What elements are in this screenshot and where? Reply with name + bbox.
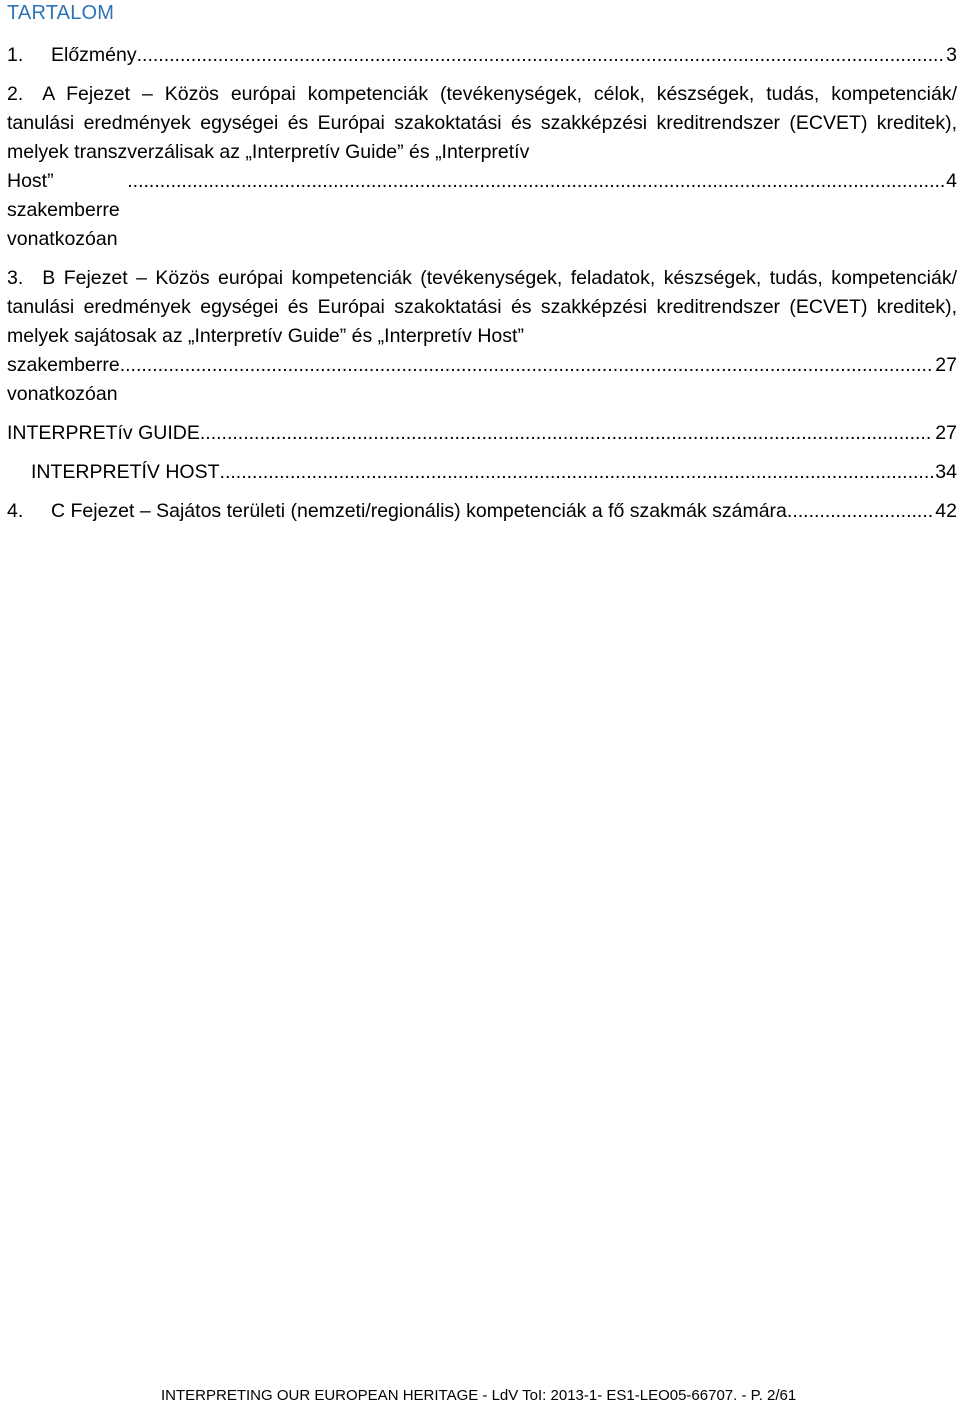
dot-leader [787, 497, 933, 526]
page-footer: INTERPRETING OUR EUROPEAN HERITAGE - LdV ToI: 2013-1- ES1-LEO05-66707. - P. 2/61 [161, 1387, 797, 1404]
toc-entry-page: 3 [946, 44, 957, 66]
toc-entry-number: 2. [7, 83, 24, 105]
toc-entry-page: 42 [935, 500, 957, 522]
toc-entry-title: C Fejezet – Sajátos területi (nemzeti/regionális) kompetenciák a fő szakmák számára [51, 500, 787, 522]
toc-entry-4[interactable] [7, 497, 957, 526]
toc-entry-last-line [7, 351, 957, 409]
toc-entry-interpretive-guide[interactable] [7, 419, 957, 448]
dot-leader [200, 419, 933, 448]
toc-entry-title: B Fejezet – Közös európai kompetenciák (tevékenységek, feladatok, készségek, tudás, kompetenciák/ tanulási eredmények egységei és Európai szakoktatási és szakképzési kreditrendszer (ECVET) kreditek), melyek sajátosak az „Interpretív Guide” és „Interpretív Host” [7, 267, 957, 347]
toc-entry-number: 4. [7, 500, 24, 522]
toc-entry-2[interactable] [7, 80, 957, 254]
toc-entry-title: INTERPRETív GUIDE [7, 422, 200, 444]
toc-entry-3[interactable] [7, 264, 957, 409]
table-of-contents [7, 41, 957, 526]
toc-entry-page: 34 [935, 461, 957, 483]
dot-leader [137, 41, 945, 70]
toc-entry-number: 3. [7, 267, 24, 289]
toc-entry-number: 1. [7, 44, 24, 66]
toc-entry-title-end: Host” szakemberre vonatkozóan [7, 170, 120, 250]
toc-entry-last-line [7, 167, 957, 254]
dot-leader [220, 458, 934, 487]
toc-entry-page: 4 [946, 170, 957, 192]
dot-leader [120, 351, 934, 380]
toc-entry-title: A Fejezet – Közös európai kompetenciák (tevékenységek, célok, készségek, tudás, kompetenciák/ tanulási eredmények egységei és Európai szakoktatási és szakképzési kreditrendszer (ECVET) kreditek), melyek transzverzálisak az „Interpretív Guide” és „Interpretív [7, 83, 957, 163]
toc-entry-title-end: szakemberre vonatkozóan [7, 354, 120, 405]
toc-entry-title: INTERPRETÍV HOST [31, 461, 220, 483]
toc-entry-1[interactable] [7, 41, 957, 70]
toc-entry-interpretive-host[interactable] [7, 458, 957, 487]
toc-entry-title: Előzmény [51, 44, 137, 66]
toc-entry-page: 27 [935, 422, 957, 444]
toc-title: TARTALOM [7, 2, 115, 24]
toc-entry-page: 27 [935, 354, 957, 376]
dot-leader [127, 167, 944, 196]
